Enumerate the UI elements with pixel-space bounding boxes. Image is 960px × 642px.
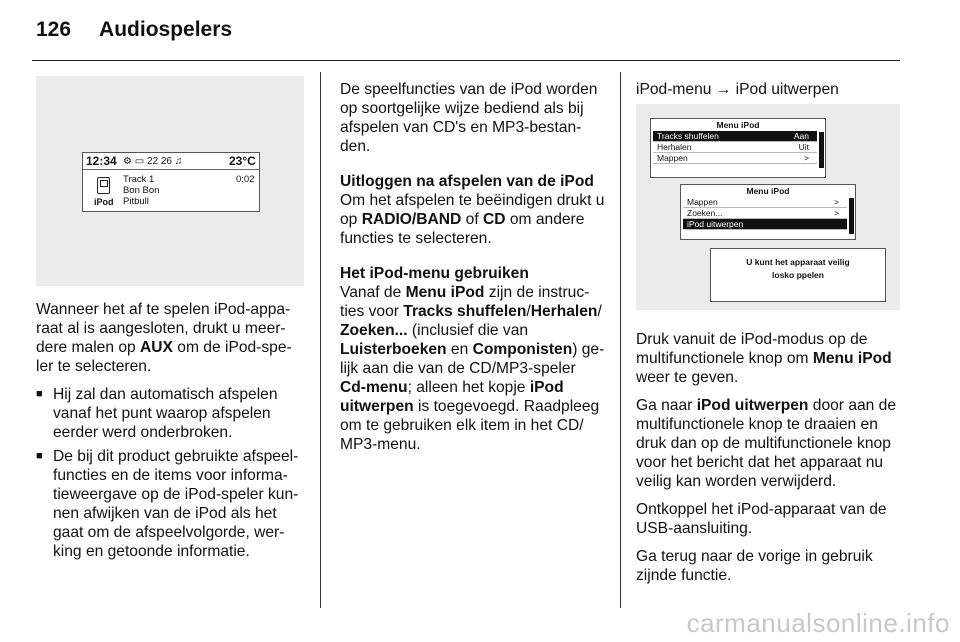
bold-term: Tracks shuffelen <box>403 303 527 320</box>
menu-item <box>653 131 817 142</box>
menu-item-label: Mappen <box>687 197 718 207</box>
text-run: ) ge-lijk aan die van de CD/MP3-speler <box>340 341 605 377</box>
radio-display <box>82 152 260 212</box>
menu-item <box>653 142 817 153</box>
paragraph <box>340 191 605 248</box>
intro-paragraph <box>36 300 306 376</box>
text-run: weer te geven. <box>636 369 739 386</box>
paragraph <box>636 396 904 491</box>
bold-term: RADIO/BAND <box>361 211 462 228</box>
menu-title: Menu iPod <box>746 186 790 196</box>
column-divider <box>620 72 621 608</box>
menu-item-label: Herhalen <box>657 142 692 152</box>
menu-item <box>683 219 847 230</box>
message-line: U kunt het apparaat veilig <box>746 257 850 267</box>
text-run: is toegevoegd. Raadpleeg om te gebruiken elk item in het CD/ MP3-menu. <box>340 398 600 453</box>
column-divider <box>320 72 321 608</box>
menu-item-value: Uit <box>798 142 809 152</box>
menu-item-label: Zoeken... <box>687 208 723 218</box>
text-run: / <box>597 303 602 320</box>
menu-item-label: iPod uitwerpen <box>687 219 744 229</box>
display-album: Bon Bon <box>123 185 160 196</box>
text-run: (inclusief die van <box>407 322 529 339</box>
text-run: Ga naar <box>636 397 697 414</box>
menu-item <box>683 208 847 219</box>
paragraph <box>636 330 904 387</box>
section-heading: Het iPod-menu gebruiken <box>340 265 529 282</box>
text-run: ; alleen het kopje <box>407 379 530 396</box>
bold-term: Herhalen <box>530 303 598 320</box>
text-run: Druk vanuit de iPod-modus op de multifunctionele knop om <box>636 331 868 367</box>
bold-term: Menu iPod <box>812 350 892 367</box>
menu-item-value: > <box>834 197 839 207</box>
bold-term: Cd-menu <box>340 379 408 396</box>
menu-screen-2 <box>680 184 856 240</box>
paragraph: Ga terug naar de vorige in gebruik zijnde functie. <box>636 548 873 584</box>
bold-term: iPod uitwerpen <box>696 397 809 414</box>
list-item <box>36 385 306 442</box>
text-run: om de iPod-spe-ler te selecteren. <box>36 339 292 375</box>
paragraph: De speelfuncties van de iPod worden op soortgelijke wijze bediend als bij afspelen van CD's en MP3-bestan-den. <box>340 81 598 155</box>
display-time: 0:02 <box>236 174 255 185</box>
text-run: om andere functies te selecteren. <box>340 211 585 247</box>
menu-title: Menu iPod <box>716 120 760 130</box>
page-header <box>36 18 232 48</box>
display-source: iPod <box>94 197 114 207</box>
page-number: 126 <box>36 18 72 41</box>
ipod-menu-figure <box>636 104 900 310</box>
menu-item <box>653 153 817 164</box>
bold-term: Menu iPod <box>405 284 485 301</box>
text-run: Om het afspelen te beëindigen drukt u op <box>340 192 605 228</box>
text-run: zijn de instruc-ties voor <box>340 284 590 320</box>
text-run: en <box>446 341 473 358</box>
display-temperature: 23°C <box>229 154 256 168</box>
menu-item-label: Tracks shuffelen <box>657 131 719 141</box>
section-heading: iPod-menu → iPod uitwerpen <box>636 81 839 98</box>
bold-term: Zoeken... <box>340 322 408 339</box>
watermark: carmanualsonline.info <box>686 608 950 638</box>
bold-term: Luisterboeken <box>340 341 447 358</box>
display-status-bar <box>83 153 259 170</box>
paragraph: Ontkoppel het iPod-apparaat van de USB-aansluiting. <box>636 501 887 537</box>
eject-message <box>710 248 886 302</box>
section-heading: Uitloggen na afspelen van de iPod <box>340 173 594 190</box>
text-run: / <box>526 303 531 320</box>
text-run: door aan de multifunctionele knop te draaien en druk dan op de multifunctionele knop voor het bericht dat het apparaat nu veilig kan worden verwijderd. <box>636 397 897 490</box>
header-rule <box>32 60 900 61</box>
column-1 <box>36 300 306 566</box>
text-run: of <box>461 211 483 228</box>
menu-item <box>683 197 847 208</box>
bold-term: iPod uitwerpen <box>340 379 564 415</box>
ipod-icon <box>97 177 110 194</box>
bold-term: CD <box>482 211 506 228</box>
display-track: Track 1 <box>123 174 155 185</box>
column-2 <box>340 80 605 463</box>
text-run: Wanneer het af te spelen iPod-appa-raat al is aangesloten, drukt u meer-dere malen op <box>36 301 291 356</box>
text-run: Vanaf de <box>340 284 406 301</box>
bullet-icon: ■ <box>36 388 43 400</box>
bold-term: Componisten <box>472 341 573 358</box>
bullet-text: Hij zal dan automatisch afspelen vanaf het punt waarop afspelen eerder werd onderbroken. <box>53 386 278 441</box>
display-artist: Pitbull <box>123 196 149 207</box>
display-status-icons: ⚙ ▭ 22 26 ♫ <box>123 156 183 167</box>
message-line: losko ppelen <box>772 270 824 280</box>
menu-item-label: Mappen <box>657 153 688 163</box>
menu-item-value: > <box>834 208 839 218</box>
menu-item-value: > <box>804 153 809 163</box>
scrollbar <box>849 198 854 234</box>
column-3 <box>636 330 904 594</box>
display-clock: 12:34 <box>86 154 117 168</box>
bullet-icon: ■ <box>36 450 43 462</box>
menu-item-value: Aan <box>793 131 809 141</box>
list-item <box>36 447 306 561</box>
menu-screen-1 <box>650 118 826 178</box>
bullet-text: De bij dit product gebruikte afspeel-functies en de items voor informa-tieweergave op de iPod-speler kun-nen afwijken van de iPod als het gaat om de afspeelvolgorde, wer-king en getoonde informatie. <box>53 448 299 560</box>
page-title: Audiospelers <box>99 18 233 41</box>
paragraph <box>340 283 605 454</box>
scrollbar <box>819 132 824 168</box>
bold-term: AUX <box>140 339 173 356</box>
radio-display-figure <box>36 76 304 286</box>
